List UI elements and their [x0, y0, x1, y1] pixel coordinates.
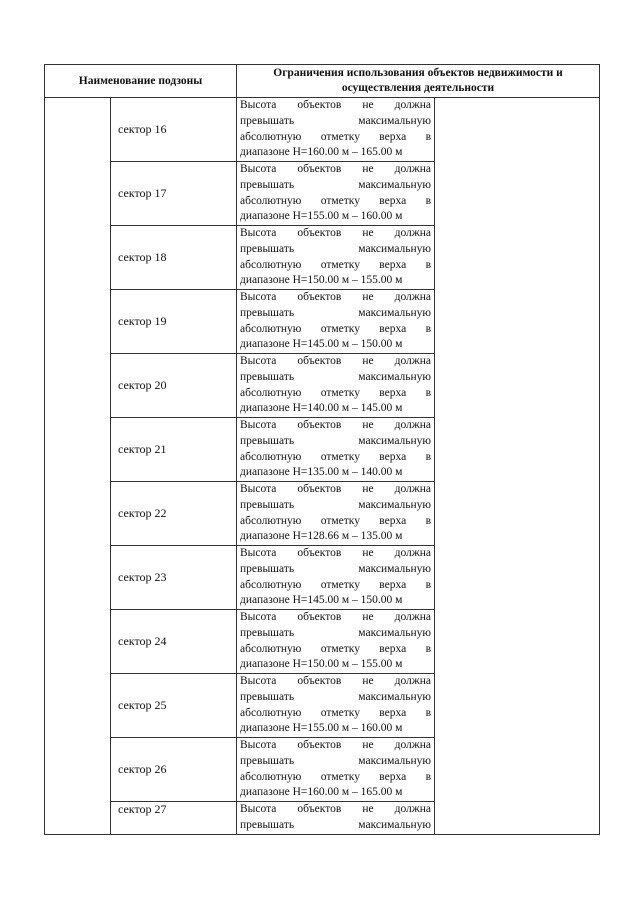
restriction-line: диапазоне Н=150.00 м – 155.00 м: [240, 274, 403, 287]
restrictions-table: [44, 64, 600, 835]
restriction-line: превышать максимальную: [240, 242, 432, 255]
restriction-line: превышать максимальную: [240, 818, 432, 831]
empty-merged-cell: [435, 98, 600, 835]
restriction-text: [237, 738, 435, 802]
restriction-line: диапазоне Н=128.66 м – 135.00 м: [240, 530, 403, 543]
restriction-line: превышать максимальную: [240, 498, 432, 511]
sector-name: сектор 18: [111, 226, 237, 290]
restriction-text: [237, 162, 435, 226]
restriction-line: диапазоне Н=135.00 м – 140.00 м: [240, 466, 403, 479]
sector-name: сектор 16: [111, 98, 237, 162]
restriction-line: Высота объектов не должна: [240, 803, 432, 815]
restriction-line: Высота объектов не должна: [240, 611, 432, 623]
sector-name: сектор 25: [111, 674, 237, 738]
restriction-line: Высота объектов не должна: [240, 483, 432, 495]
restriction-line: абсолютную отметку верха в: [240, 386, 432, 399]
restriction-text: [237, 674, 435, 738]
table-header-row: [45, 65, 600, 98]
restriction-line: превышать максимальную: [240, 690, 432, 703]
restriction-line: диапазоне Н=155.00 м – 160.00 м: [240, 722, 403, 735]
restriction-line: диапазоне Н=145.00 м – 150.00 м: [240, 594, 403, 607]
sector-name: сектор 20: [111, 354, 237, 418]
table-row: [45, 98, 600, 162]
restriction-line: Высота объектов не должна: [240, 547, 432, 559]
restriction-line: превышать максимальную: [240, 306, 432, 319]
restriction-line: превышать максимальную: [240, 626, 432, 639]
restriction-line: превышать максимальную: [240, 370, 432, 383]
sector-name: сектор 17: [111, 162, 237, 226]
sector-name: сектор 27: [111, 802, 237, 835]
restriction-line: диапазоне Н=155.00 м – 160.00 м: [240, 210, 403, 223]
restriction-line: диапазоне Н=150.00 м – 155.00 м: [240, 658, 403, 671]
restriction-line: абсолютную отметку верха в: [240, 130, 432, 143]
restriction-line: абсолютную отметку верха в: [240, 706, 432, 719]
header-subzone: Наименование подзоны: [45, 65, 237, 98]
restriction-line: Высота объектов не должна: [240, 675, 432, 687]
table-body: [45, 98, 600, 835]
restriction-text: [237, 610, 435, 674]
subzone-merged-cell: [45, 98, 111, 835]
restriction-line: диапазоне Н=160.00 м – 165.00 м: [240, 786, 403, 799]
restriction-line: Высота объектов не должна: [240, 163, 432, 175]
restriction-line: превышать максимальную: [240, 562, 432, 575]
sector-name: сектор 19: [111, 290, 237, 354]
restriction-text: [237, 354, 435, 418]
restriction-line: абсолютную отметку верха в: [240, 770, 432, 783]
restriction-line: абсолютную отметку верха в: [240, 578, 432, 591]
restriction-line: Высота объектов не должна: [240, 291, 432, 303]
restriction-line: абсолютную отметку верха в: [240, 194, 432, 207]
restriction-text: [237, 546, 435, 610]
restriction-line: Высота объектов не должна: [240, 227, 432, 239]
restriction-text: [237, 290, 435, 354]
sector-name: сектор 24: [111, 610, 237, 674]
restriction-line: Высота объектов не должна: [240, 99, 432, 111]
restriction-line: абсолютную отметку верха в: [240, 514, 432, 527]
restriction-line: Высота объектов не должна: [240, 739, 432, 751]
restriction-line: превышать максимальную: [240, 754, 432, 767]
restriction-line: абсолютную отметку верха в: [240, 450, 432, 463]
restriction-text: [237, 98, 435, 162]
restriction-line: превышать максимальную: [240, 434, 432, 447]
restriction-text: [237, 482, 435, 546]
restriction-line: диапазоне Н=145.00 м – 150.00 м: [240, 338, 403, 351]
restriction-line: превышать максимальную: [240, 114, 432, 127]
restriction-line: абсолютную отметку верха в: [240, 258, 432, 271]
restriction-line: превышать максимальную: [240, 178, 432, 191]
sector-name: сектор 22: [111, 482, 237, 546]
restriction-text: [237, 802, 435, 835]
restriction-line: Высота объектов не должна: [240, 355, 432, 367]
sector-name: сектор 21: [111, 418, 237, 482]
restriction-line: абсолютную отметку верха в: [240, 642, 432, 655]
restriction-line: Высота объектов не должна: [240, 419, 432, 431]
restriction-text: [237, 226, 435, 290]
header-restrictions: Ограничения использования объектов недвижимости и осуществления деятельности: [237, 65, 600, 98]
sector-name: сектор 23: [111, 546, 237, 610]
restriction-line: абсолютную отметку верха в: [240, 322, 432, 335]
sector-name: сектор 26: [111, 738, 237, 802]
restriction-line: диапазоне Н=140.00 м – 145.00 м: [240, 402, 403, 415]
restriction-text: [237, 418, 435, 482]
restriction-line: диапазоне Н=160.00 м – 165.00 м: [240, 146, 403, 159]
